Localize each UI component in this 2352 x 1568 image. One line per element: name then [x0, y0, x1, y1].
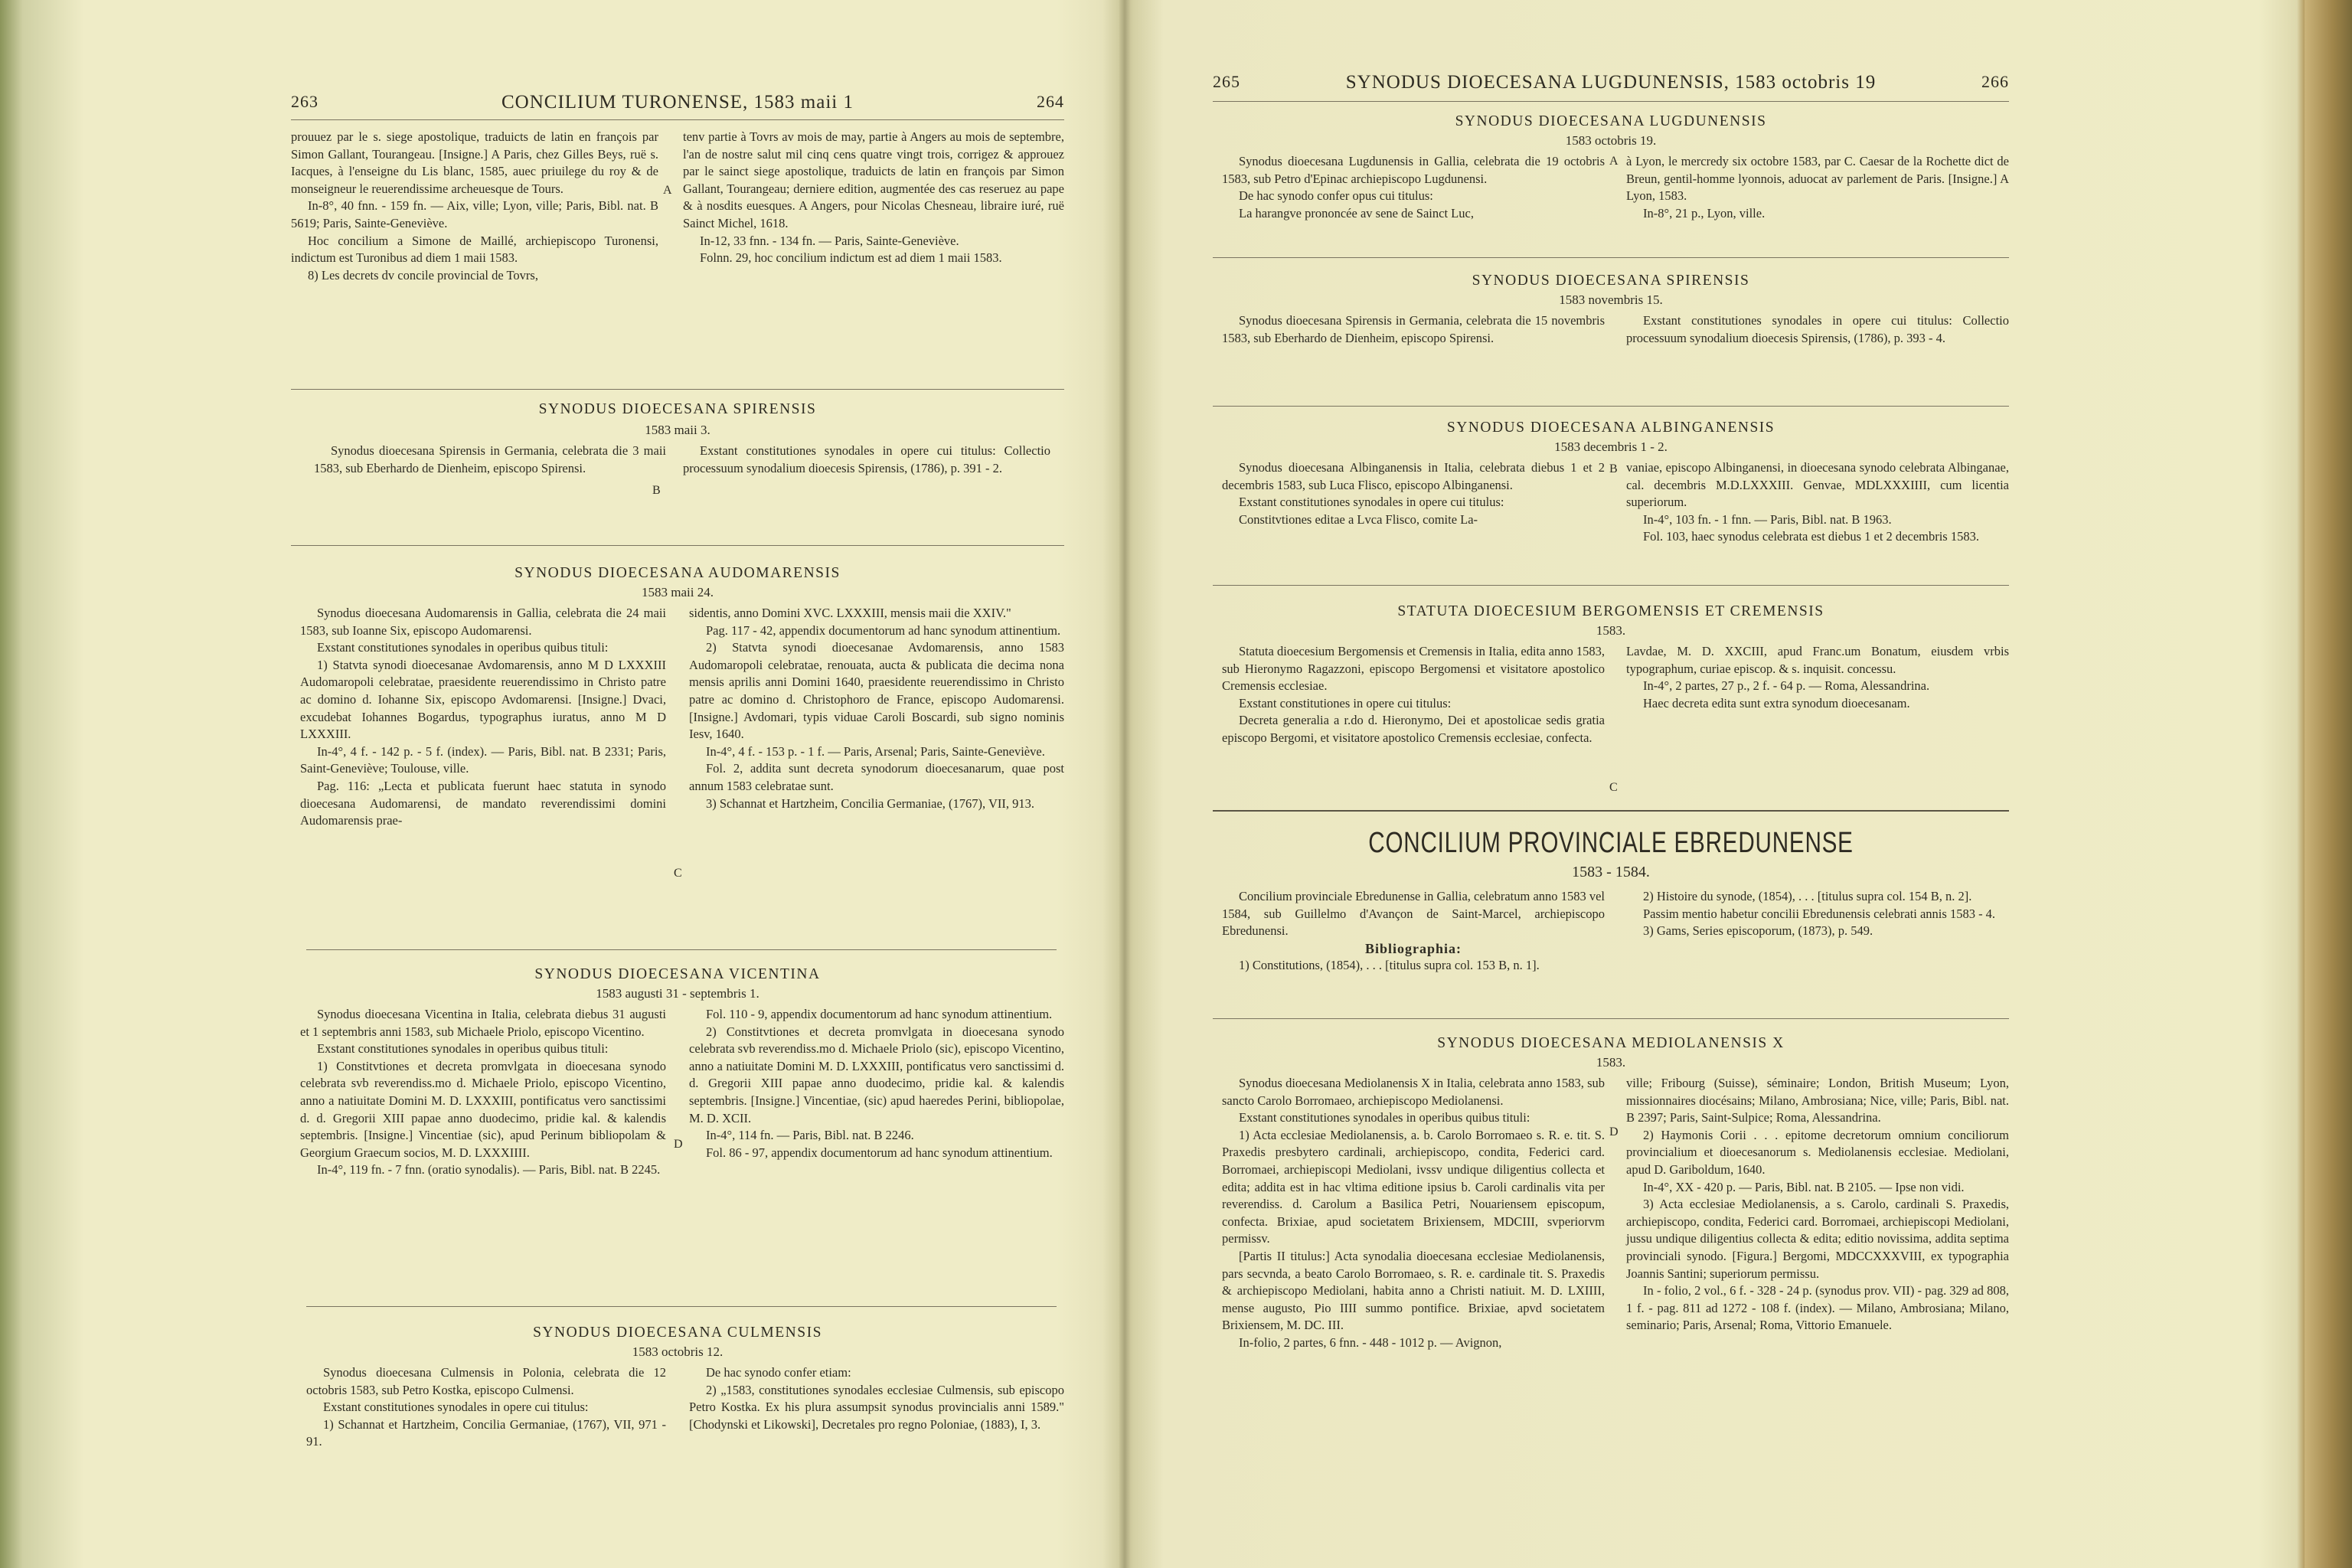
paragraph: In-folio, 2 partes, 6 fnn. - 448 - 1012 p. — Avignon, [1239, 1334, 1502, 1350]
margin-letter-a: A [1609, 155, 1619, 168]
left-running-title: CONCILIUM TURONENSE, 1583 maii 1 [501, 92, 854, 113]
vicentina-col2 [689, 1006, 1064, 1161]
spirensis-2-col2 [1626, 312, 2009, 347]
margin-letter-c: C [674, 867, 682, 880]
section-date-mediolanensis: 1583. [1596, 1055, 1626, 1070]
section-title-mediolanensis: SYNODUS DIOECESANA MEDIOLANENSIS X [1437, 1035, 1785, 1051]
mediolanensis-col2 [1626, 1075, 2009, 1334]
paragraph: Fol. 110 - 9, appendix documentorum ad hanc synodum attinentium. [706, 1007, 1053, 1021]
bibliographia-heading: Bibliographia: [1364, 940, 1462, 956]
paragraph: 3) Gams, Series episcoporum, (1873), p. 549. [1643, 923, 1873, 939]
margin-letter-a: A [663, 184, 672, 197]
section-date-ebredunense: 1583 - 1584. [1572, 864, 1650, 880]
section-title-spirensis: SYNODUS DIOECESANA SPIRENSIS [538, 401, 817, 417]
paragraph: In-4°, XX - 420 p. — Paris, Bibl. nat. B 2105. — Ipse non vidi. [1643, 1179, 1965, 1194]
paragraph: In-4°, 4 f. - 142 p. - 5 f. (index). — Paris, Bibl. nat. B 2331; Paris, Saint-Geneviève; Toulouse, ville. [300, 743, 666, 776]
paragraph: à Lyon, le mercredy six octobre 1583, par C. Caesar de la Rochette dict de Breun, gentil-homme lyonnois, aduocat av parlement de Paris. [Insigne.] A Lyon, 1583. [1626, 154, 2009, 204]
section-title-lugdunensis: SYNODUS DIOECESANA LUGDUNENSIS [1455, 113, 1767, 129]
paragraph: Passim mentio habetur concilii Ebredunensis celebrati annis 1583 - 4. [1643, 906, 1996, 921]
paragraph: [Partis II titulus:] Acta synodalia dioecesana ecclesiae Mediolanensis, pars secvnda, a beato Carolo Borromaeo, s. R. e. cardinale tit. S. Praxedis & archiepiscopo Mediolani, habita anno a Christi natiuit. M. D. LXIIII, mense augusto, Pio IIII summo pontifice. Brixiae, apvd societatem Brixiensem, M. DC. III. [1222, 1248, 1605, 1333]
paragraph: Synodus dioecesana Mediolanensis X in Italia, celebrata anno 1583, sub sancto Carolo Borromaeo, archiepiscopo Mediolanensi. [1222, 1076, 1605, 1108]
paragraph: Pag. 116: „Lecta et publicata fuerunt haec statuta in synodo dioecesana Audomarensi, de mandato reverendissimi domini Audomarensis prae- [300, 778, 666, 828]
spirensis-col1 [314, 443, 666, 477]
paragraph: Exstant constitutiones synodales in opere cui titulus: Collectio processuum synodalium dioecesis Spirensis, (1786), p. 393 - 4. [1626, 313, 2009, 345]
section-date-lugdunensis: 1583 octobris 19. [1565, 133, 1657, 148]
section-date-audomarensis: 1583 maii 24. [642, 585, 714, 599]
paragraph: In-12, 33 fnn. - 134 fn. — Paris, Sainte-Geneviève. [700, 233, 959, 248]
margin-letter-b: B [652, 484, 661, 497]
section-rule-thick [1213, 810, 2009, 812]
albinganensis-col1 [1222, 459, 1605, 528]
right-page [1130, 0, 2305, 1568]
paragraph: 1) Statvta synodi dioecesanae Avdomarensis, anno M D LXXXIII Audomaropoli celebratae, praesidente reuerendissimo in Christo patre ac domino d. Iohanne Six, episcopo Avdomarensi. [Insigne.] Dvaci, excudebat Iohannes Bogardus, typographus iuratus, anno M D LXXXIII. [300, 657, 666, 742]
paragraph: 1) Constitutions, (1854), . . . [titulus supra col. 153 B, n. 1]. [1239, 958, 1540, 973]
paragraph: Exstant constitutiones synodales in operibus quibus tituli: [317, 640, 609, 655]
paragraph: tenv partie à Tovrs av mois de may, partie à Angers au mois de septembre, l'an de nostre salut mil cinq cens quatre vingt trois, corrigez & approuez par le sainct siege apostolique, traduicts de latin en françois par Simon Gallant, Tourangeau; derniere edition, augmentée des cas reseruez au pape & à nosdits euesques. A Angers, pour Nicolas Chesneau, libraire iuré, ruë Sainct Michel, 1618. [683, 129, 1064, 230]
paragraph: In-8°, 40 fnn. - 159 fn. — Aix, ville; Lyon, ville; Paris, Bibl. nat. B 5619; Paris, Sainte-Geneviève. [291, 198, 658, 230]
section-rule [1213, 406, 2009, 407]
right-running-title: SYNODUS DIOECESANA LUGDUNENSIS, 1583 octobris 19 [1345, 72, 1877, 93]
section-rule [1213, 257, 2009, 258]
section-rule [291, 545, 1064, 546]
spirensis-col2 [683, 443, 1050, 477]
paragraph: 3) Schannat et Hartzheim, Concilia Germaniae, (1767), VII, 913. [706, 795, 1035, 811]
section-rule [1213, 585, 2009, 586]
paragraph: 2) Haymonis Corii . . . epitome decretorum omnium conciliorum provincialium et dioecesanorum s. Mediolanensis ecclesiae. Mediolani, apud D. Gariboldum, 1640. [1626, 1127, 2009, 1177]
paragraph: 1) Schannat et Hartzheim, Concilia Germaniae, (1767), VII, 971 - 91. [306, 1416, 666, 1449]
paragraph: Synodus dioecesana Culmensis in Polonia, celebrata die 12 octobris 1583, sub Petro Kostka, episcopo Culmensi. [306, 1365, 666, 1397]
page-number-264: 264 [1037, 92, 1064, 111]
paragraph: sidentis, anno Domini XVC. LXXXIII, mensis maii die XXIV." [689, 606, 1011, 620]
paragraph: Fol. 2, addita sunt decreta synodorum dioecesanarum, quae post annum 1583 celebratae sunt. [689, 761, 1064, 793]
paragraph: 2) „1583, constitutiones synodales ecclesiae Culmensis, sub episcopo Petro Kostka. Ex his plura assumpsit synodus provincialis anni 1589." [Chodynski et Likowski], Decretales pro regno Poloniae, (1883), I, 3. [689, 1382, 1064, 1432]
header-rule [1213, 101, 2009, 102]
section-title-ebredunense: CONCILIUM PROVINCIALE EBREDUNENSE [1368, 827, 1854, 859]
section-title-vicentina: SYNODUS DIOECESANA VICENTINA [534, 966, 821, 982]
paragraph: ville; Fribourg (Suisse), séminaire; London, British Museum; Lyon, missionnaires diocésains; Milano, Ambrosiana; Nice, ville; Paris, Bibl. nat. B 2397; Paris, Saint-Sulpice; Roma, Alessandrina. [1626, 1076, 2009, 1125]
page-edge [2305, 0, 2352, 1568]
paragraph: In-4°, 2 partes, 27 p., 2 f. - 64 p. — Roma, Alessandrina. [1643, 678, 1930, 694]
paragraph: Decreta generalia a r.do d. Hieronymo, Dei et apostolicae sedis gratia episcopo Bergomi, et visitatore apostolico Cremensis ecclesiae, confecta. [1222, 713, 1605, 745]
paragraph: Exstant constitutiones in opere cui titulus: [1239, 695, 1452, 710]
section-title-culmensis: SYNODUS DIOECESANA CULMENSIS [533, 1325, 822, 1341]
paragraph: 3) Acta ecclesiae Mediolanensis, a s. Carolo, cardinali S. Praxedis, archiepiscopo, condita, Federici card. Borromaei, archiepiscopi Mediolani, jussu undique diligentius collecta & edita; editio novissima, addita septima provinciali synodo. [Figura.] Bergomi, MDCCXXXVIII, ex typographia Joannis Santini; superiorum permissu. [1626, 1197, 2009, 1281]
section-date-culmensis: 1583 octobris 12. [632, 1344, 724, 1359]
section-date-spirensis: 1583 maii 3. [645, 423, 710, 437]
section-title-spirensis-2: SYNODUS DIOECESANA SPIRENSIS [1472, 273, 1750, 289]
paragraph: In - folio, 2 vol., 6 f. - 328 - 24 p. (synodus prov. VII) - pag. 329 ad 808, 1 f. - pag. 811 ad 1272 - 108 f. (index). — Milano, Ambrosiana; Milano, seminario; Paris, Arsenal; Roma, Vittorio Emanuele. [1626, 1283, 2009, 1333]
paragraph: Exstant constitutiones synodales in opere cui titulus: [323, 1400, 589, 1415]
paragraph: Synodus dioecesana Lugdunensis in Gallia, celebrata die 19 octobris 1583, sub Petro d'Epinac archiepiscopo Lugdunensi. [1222, 154, 1605, 186]
paragraph: Synodus dioecesana Spirensis in Germania, celebrata die 15 novembris 1583, sub Eberhardo de Dienheim, episcopo Spirensi. [1222, 313, 1605, 345]
margin-letter-d: D [1609, 1125, 1619, 1138]
page-number-265: 265 [1213, 72, 1240, 91]
section-rule [291, 389, 1064, 390]
paragraph: De hac synodo confer etiam: [706, 1365, 851, 1380]
section-date-spirensis-2: 1583 novembris 15. [1559, 292, 1663, 307]
book-spine [1119, 0, 1130, 1568]
paragraph: Synodus dioecesana Audomarensis in Gallia, celebrata die 24 maii 1583, sub Ioanne Six, episcopo Audomarensi. [300, 606, 666, 638]
paragraph: De hac synodo confer opus cui titulus: [1239, 188, 1433, 204]
paragraph: Synodus dioecesana Vicentina in Italia, celebrata diebus 31 augusti et 1 septembris anni 1583, sub Michaele Priolo, episcopo Vicentino. [300, 1007, 666, 1039]
section-rule [306, 1306, 1057, 1307]
ebredunense-col1 [1222, 888, 1605, 975]
paragraph: In-4°, 119 fn. - 7 fnn. (oratio synodalis). — Paris, Bibl. nat. B 2245. [317, 1162, 661, 1178]
paragraph: Folnn. 29, hoc concilium indictum est ad diem 1 maii 1583. [700, 250, 1002, 266]
paragraph: Synodus dioecesana Spirensis in Germania, celebrata die 3 maii 1583, sub Eberhardo de Dienheim, episcopo Spirensi. [314, 443, 666, 475]
section-date-albinganensis: 1583 decembris 1 - 2. [1554, 439, 1668, 454]
albinganensis-col2 [1626, 459, 2009, 546]
paragraph: 2) Histoire du synode, (1854), . . . [titulus supra col. 154 B, n. 2]. [1643, 889, 1972, 903]
vicentina-col1 [300, 1006, 666, 1179]
margin-letter-b: B [1609, 462, 1618, 475]
section-title-bergomensis: STATUTA DIOECESIUM BERGOMENSIS ET CREMENSIS [1397, 603, 1824, 619]
paragraph: In-4°, 114 fn. — Paris, Bibl. nat. B 2246. [706, 1128, 914, 1143]
paragraph: In-4°, 103 fn. - 1 fnn. — Paris, Bibl. nat. B 1963. [1643, 511, 1892, 527]
paragraph: 1) Acta ecclesiae Mediolanensis, a. b. Carolo Borromaeo s. R. e. tit. S. Praxedis presbytero cardinali, archiepiscopo, condita, Federici card. Borromaei, archiepiscopi Mediolani, ivssv undique diligentius collecta et edita; addita est in hac vltima editione ipsius b. Caroli cardinalis vita per reverendiss. d. Carolum a Basilica Petri, Nouariensem episcopum, confecta. Brixiae, apud societatem Brixiensem, MDCIII, svperiorvm permissv. [1222, 1127, 1605, 1246]
left-page-header [291, 92, 1064, 122]
paragraph: prouuez par le s. siege apostolique, traduicts de latin en françois par Simon Gallant, Tourangeau. [Insigne.] A Paris, chez Gilles Beys, ruë s. Iacques, à l'enseigne du Lis blanc, 1585, auec priuilege du roy & de monseigneur le reuerendissime archeuesque de Tours. [291, 129, 658, 196]
audomarensis-col2 [689, 605, 1064, 812]
paragraph: In-4°, 4 f. - 153 p. - 1 f. — Paris, Arsenal; Paris, Sainte-Geneviève. [706, 743, 1045, 759]
paragraph: Concilium provinciale Ebredunense in Gallia, celebratum anno 1583 vel 1584, sub Guillelmo d'Avançon de Saint-Marcel, archiepiscopo Ebredunensi. [1222, 889, 1605, 939]
header-rule [291, 119, 1064, 120]
bergomensis-col2 [1626, 643, 2009, 712]
section-rule [1213, 1018, 2009, 1019]
paragraph: Lavdae, M. D. XXCIII, apud Franc.um Bonatum, eiusdem vrbis typographum, curiae episcop. & s. inquisit. concessu. [1626, 644, 2009, 676]
paragraph: La harangve prononcée av sene de Sainct Luc, [1239, 205, 1474, 220]
margin-letter-d: D [674, 1138, 683, 1151]
paragraph: Exstant constitutiones synodales in opere cui titulus: [1239, 495, 1504, 510]
paragraph: Fol. 86 - 97, appendix documentorum ad hanc synodum attinentium. [706, 1145, 1053, 1160]
paragraph: 1) Constitvtiones et decreta promvlgata in dioecesana synodo celebrata svb reverendiss.mo d. Michaele Priolo, episcopo Vicentino, anno a natiuitate Domini M. D. LXXXIII, pontificatus vero sanctissimi d. d. Gregorii XIII papae anno duodecimo, pridie kal. & kalendis septembris. [Insigne.] Vincentiae (sic), apud Perinum bibliopolam & Georgium Graecum socios, M. D. LXXXIIII. [300, 1058, 666, 1160]
paragraph: Exstant constitutiones synodales in operibus quibus tituli: [317, 1041, 609, 1057]
section-title-audomarensis: SYNODUS DIOECESANA AUDOMARENSIS [514, 565, 841, 581]
spirensis-2-col1 [1222, 312, 1605, 347]
paragraph: In-8°, 21 p., Lyon, ville. [1643, 205, 1766, 220]
paragraph: Constitvtiones editae a Lvca Flisco, comite La- [1239, 511, 1478, 527]
right-page-header [1213, 72, 2009, 103]
section-date-vicentina: 1583 augusti 31 - septembris 1. [596, 986, 760, 1001]
paragraph: Exstant constitutiones synodales in operibus quibus tituli: [1239, 1110, 1530, 1125]
turonense-col1 [291, 129, 658, 284]
bergomensis-col1 [1222, 643, 1605, 747]
section-rule [306, 949, 1057, 950]
paragraph: Pag. 117 - 42, appendix documentorum ad hanc synodum attinentium. [706, 622, 1061, 638]
section-date-bergomensis: 1583. [1596, 623, 1626, 638]
paragraph: Exstant constitutiones synodales in opere cui titulus: Collectio processuum synodalium dioecesis Spirensis, (1786), p. 391 - 2. [683, 443, 1050, 475]
paragraph: Fol. 103, haec synodus celebrata est diebus 1 et 2 decembris 1583. [1643, 529, 1979, 544]
left-page [0, 0, 1119, 1568]
section-title-albinganensis: SYNODUS DIOECESANA ALBINGANENSIS [1446, 420, 1775, 436]
paragraph: 2) Constitvtiones et decreta promvlgata in dioecesana synodo celebrata svb reverendiss.mo d. Michaele Priolo (sic), episcopo Vicentino, anno a natiuitate Domini M. D. LXXXIII, pontificatus vero sanctissimi d. d. Gregorii XIII papae anno duodecimo, pridie kal. & kalendis septembris. [Insigne.] Vincentiae, (sic) apud haeredes Perini, bibliopolae, M. D. XCII. [689, 1024, 1064, 1125]
paragraph: Haec decreta edita sunt extra synodum dioecesanam. [1643, 695, 1910, 710]
audomarensis-col1 [300, 605, 666, 830]
paragraph: 2) Statvta synodi dioecesanae Avdomarensis, anno 1583 Audomaropoli celebratae, renouata, aucta & publicata die decima nona mensis aprilis anni Domini 1640, praesidente reuerendissimo in Christo patre ac domino d. Christophoro de France, episcopo Audomarensi. [Insigne.] Avdomari, typis viduae Caroli Boscardi, sub signo nominis Iesv, 1640. [689, 640, 1064, 742]
culmensis-col1 [306, 1364, 666, 1451]
paragraph: Statuta dioecesium Bergomensis et Cremensis in Italia, edita anno 1583, sub Hieronymo Ragazzoni, episcopo Bergomensi et visitatore apostolico Cremensis ecclesiae. [1222, 644, 1605, 694]
margin-letter-c: C [1609, 781, 1618, 794]
paragraph: vaniae, episcopo Albinganensi, in dioecesana synodo celebrata Albinganae, cal. decembris M.D.LXXXIII. Genvae, MDLXXXIIII, cum licentia superiorum. [1626, 460, 2009, 510]
turonense-col2 [683, 129, 1064, 267]
ebredunense-col2 [1626, 888, 2009, 940]
paragraph: Synodus dioecesana Albinganensis in Italia, celebrata diebus 1 et 2 decembris 1583, sub Luca Flisco, episcopo Albinganensi. [1222, 460, 1605, 492]
page-number-266: 266 [1981, 72, 2009, 91]
page-number-263: 263 [291, 92, 318, 111]
lugdunensis-col1 [1222, 153, 1605, 222]
culmensis-col2 [689, 1364, 1064, 1433]
paragraph: 8) Les decrets dv concile provincial de Tovrs, [308, 267, 538, 283]
paragraph: Hoc concilium a Simone de Maillé, archiepiscopo Turonensi, indictum est Turonibus ad diem 1 maii 1583. [291, 233, 658, 266]
mediolanensis-col1 [1222, 1075, 1605, 1352]
lugdunensis-col2 [1626, 153, 2009, 222]
